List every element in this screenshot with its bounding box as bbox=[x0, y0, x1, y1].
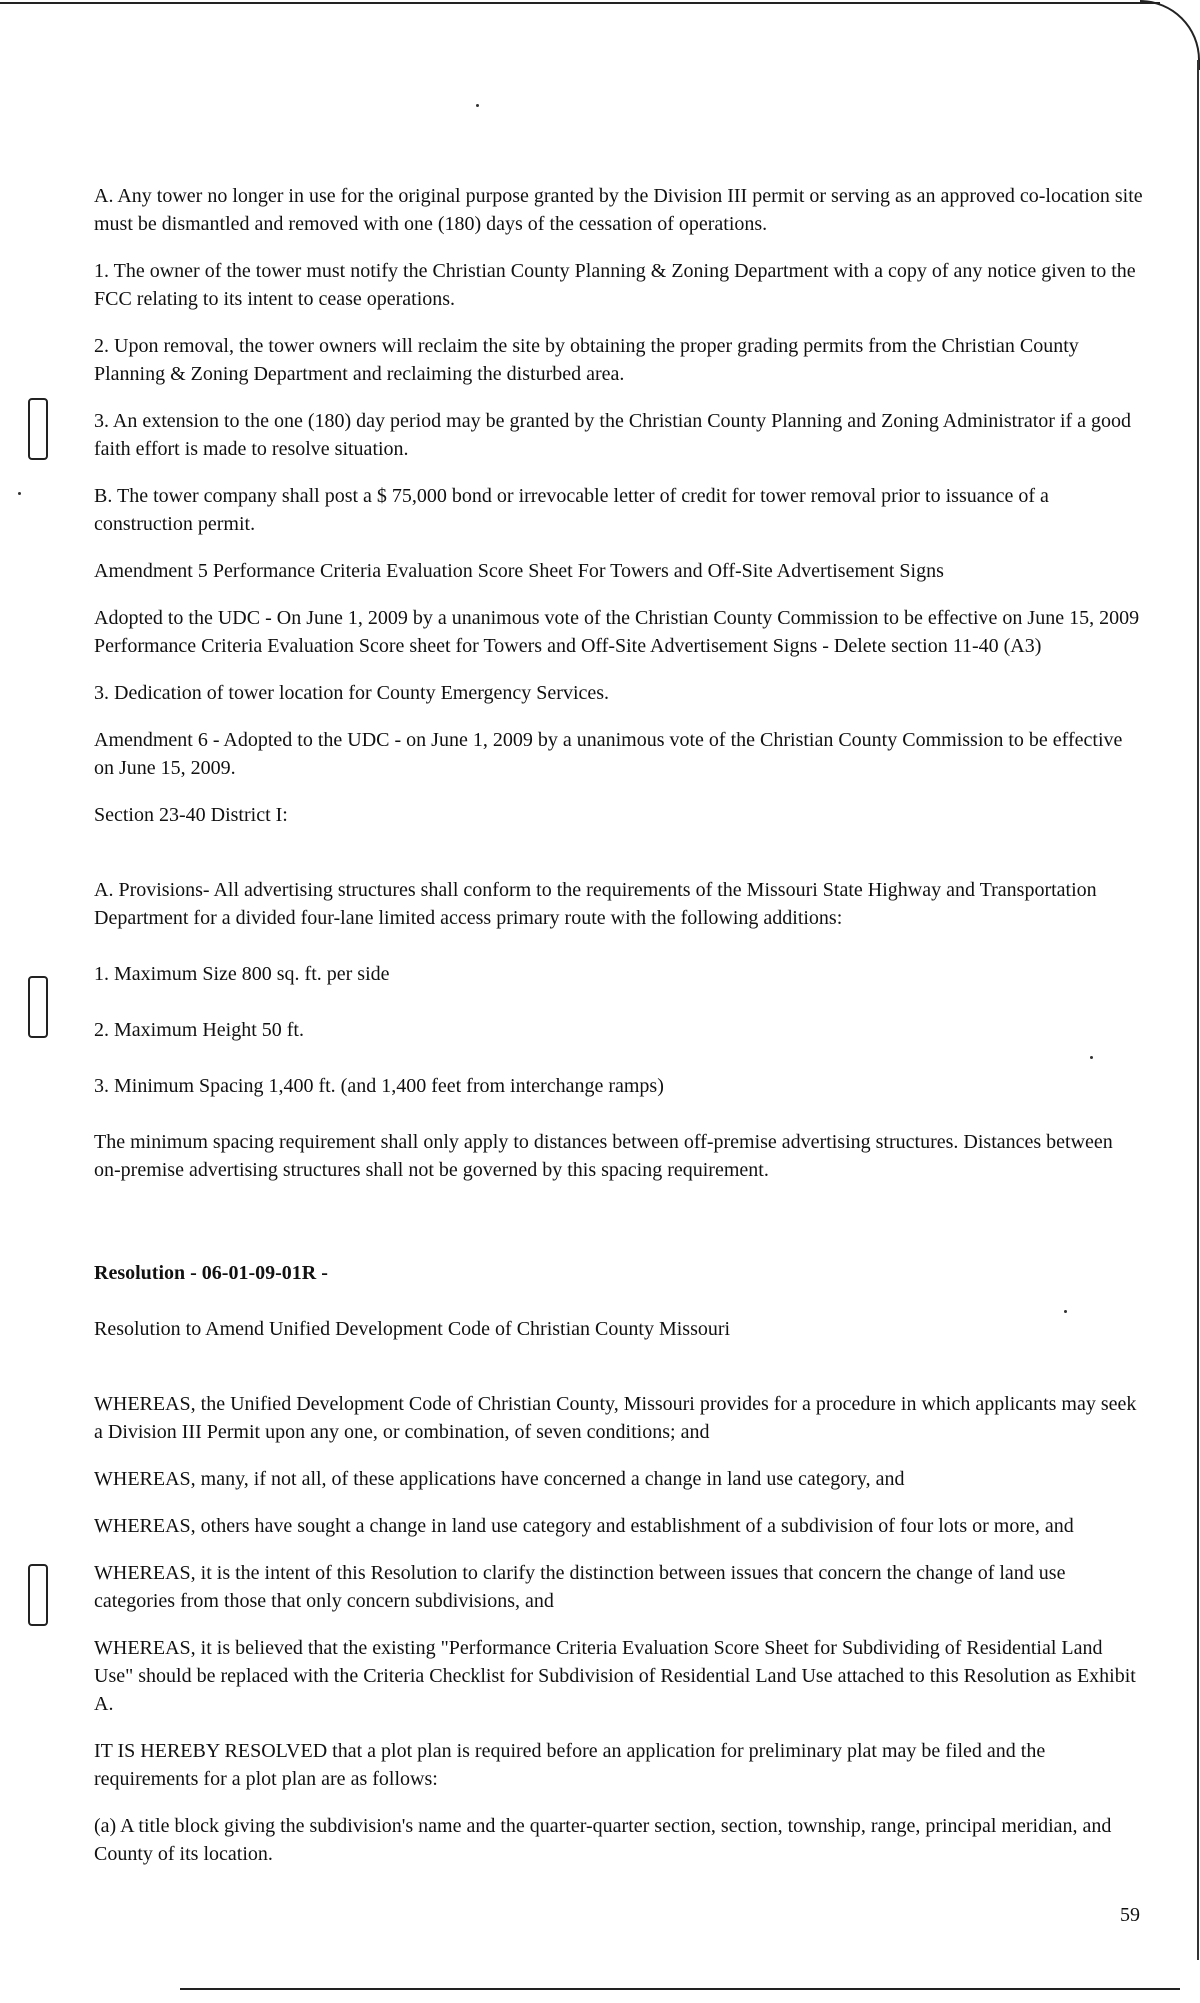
resolution-block bbox=[94, 1231, 1144, 1371]
amendment-5-heading: Amendment 5 Performance Criteria Evaluation Score Sheet For Towers and Off-Site Advertisement Signs bbox=[94, 560, 944, 582]
provisions-item: 2. Maximum Height 50 ft. bbox=[94, 1019, 304, 1041]
tower-removal-paragraph: A. Any tower no longer in use for the original purpose granted by the Division III permit or serving as an approved co-location site must be dismantled and removed with one (180) days of the cessation of operations. bbox=[94, 185, 1143, 235]
extension-paragraph: 3. An extension to the one (180) day period may be granted by the Christian County Planning and Zoning Administrator if a good faith effort is made to resolve situation. bbox=[94, 410, 1132, 460]
scan-speck bbox=[476, 104, 479, 107]
scan-border-top bbox=[0, 2, 1160, 4]
document-body bbox=[94, 182, 1144, 1887]
provisions-block bbox=[94, 848, 1144, 1212]
amendment-6-paragraph: Amendment 6 - Adopted to the UDC - on June 1, 2009 by a unanimous vote of the Christian County Commission to be effective on June 15, 2009. bbox=[94, 729, 1123, 779]
provisions-intro: A. Provisions- All advertising structures shall conform to the requirements of the Missouri State Highway and Transportation Department for a divided four-lane limited access primary route with the following additions: bbox=[94, 879, 1097, 929]
plot-plan-item-a: (a) A title block giving the subdivision's name and the quarter-quarter section, section, township, range, principal meridian, and County of its location. bbox=[94, 1815, 1112, 1865]
punch-hole-top bbox=[28, 398, 48, 460]
scan-border-bottom bbox=[180, 1988, 1180, 1990]
whereas-clause: WHEREAS, many, if not all, of these applications have concerned a change in land use category, and bbox=[94, 1468, 905, 1490]
notify-paragraph: 1. The owner of the tower must notify the Christian County Planning & Zoning Department with a copy of any notice given to the FCC relating to its intent to cease operations. bbox=[94, 260, 1136, 310]
section-heading: Section 23-40 District I: bbox=[94, 804, 288, 826]
scan-page-corner bbox=[1140, 0, 1200, 70]
provisions-item: 3. Minimum Spacing 1,400 ft. (and 1,400 feet from interchange ramps) bbox=[94, 1075, 664, 1097]
punch-hole-bottom bbox=[28, 1564, 48, 1626]
amendment-5-delete-note: Performance Criteria Evaluation Score sheet for Towers and Off-Site Advertisement Signs - Delete section 11-40 (A3) bbox=[94, 635, 1042, 657]
provisions-note: The minimum spacing requirement shall only apply to distances between off-premise advertising structures. Distances between on-premise advertising structures shall not be governed by this spacing requirement. bbox=[94, 1131, 1113, 1181]
resolution-number: Resolution - 06-01-09-01R - bbox=[94, 1262, 328, 1284]
whereas-clause: WHEREAS, it is believed that the existing "Performance Criteria Evaluation Score Sheet for Subdividing of Residential Land Use" should be replaced with the Criteria Checklist for Subdivision of Residential Land Use attached to this Resolution as Exhibit A. bbox=[94, 1637, 1136, 1715]
whereas-clause: WHEREAS, the Unified Development Code of Christian County, Missouri provides for a procedure in which applicants may seek a Division III Permit upon any one, or combination, of seven conditions; and bbox=[94, 1393, 1137, 1443]
dedication-item: 3. Dedication of tower location for County Emergency Services. bbox=[94, 682, 610, 704]
whereas-clause: WHEREAS, it is the intent of this Resolution to clarify the distinction between issues that concern the change of land use categories from those that only concern subdivisions, and bbox=[94, 1562, 1066, 1612]
resolution-title: Resolution to Amend Unified Development Code of Christian County Missouri bbox=[94, 1318, 731, 1340]
resolved-paragraph: IT IS HEREBY RESOLVED that a plot plan is required before an application for preliminary plat may be filed and the requirements for a plot plan are as follows: bbox=[94, 1740, 1046, 1790]
provisions-item: 1. Maximum Size 800 sq. ft. per side bbox=[94, 963, 390, 985]
scan-border-right bbox=[1197, 60, 1199, 1960]
reclaim-paragraph: 2. Upon removal, the tower owners will reclaim the site by obtaining the proper grading permits from the Christian County Planning & Zoning Department and reclaiming the disturbed area. bbox=[94, 335, 1079, 385]
scan-speck bbox=[18, 492, 21, 495]
whereas-clause: WHEREAS, others have sought a change in land use category and establishment of a subdivision of four lots or more, and bbox=[94, 1515, 1074, 1537]
page-number: 59 bbox=[1120, 1904, 1140, 1926]
punch-hole-middle bbox=[28, 976, 48, 1038]
bond-paragraph: B. The tower company shall post a $ 75,000 bond or irrevocable letter of credit for tower removal prior to issuance of a construction permit. bbox=[94, 485, 1049, 535]
amendment-5-adopted: Adopted to the UDC - On June 1, 2009 by a unanimous vote of the Christian County Commission to be effective on June 15, 2009 bbox=[94, 607, 1140, 629]
